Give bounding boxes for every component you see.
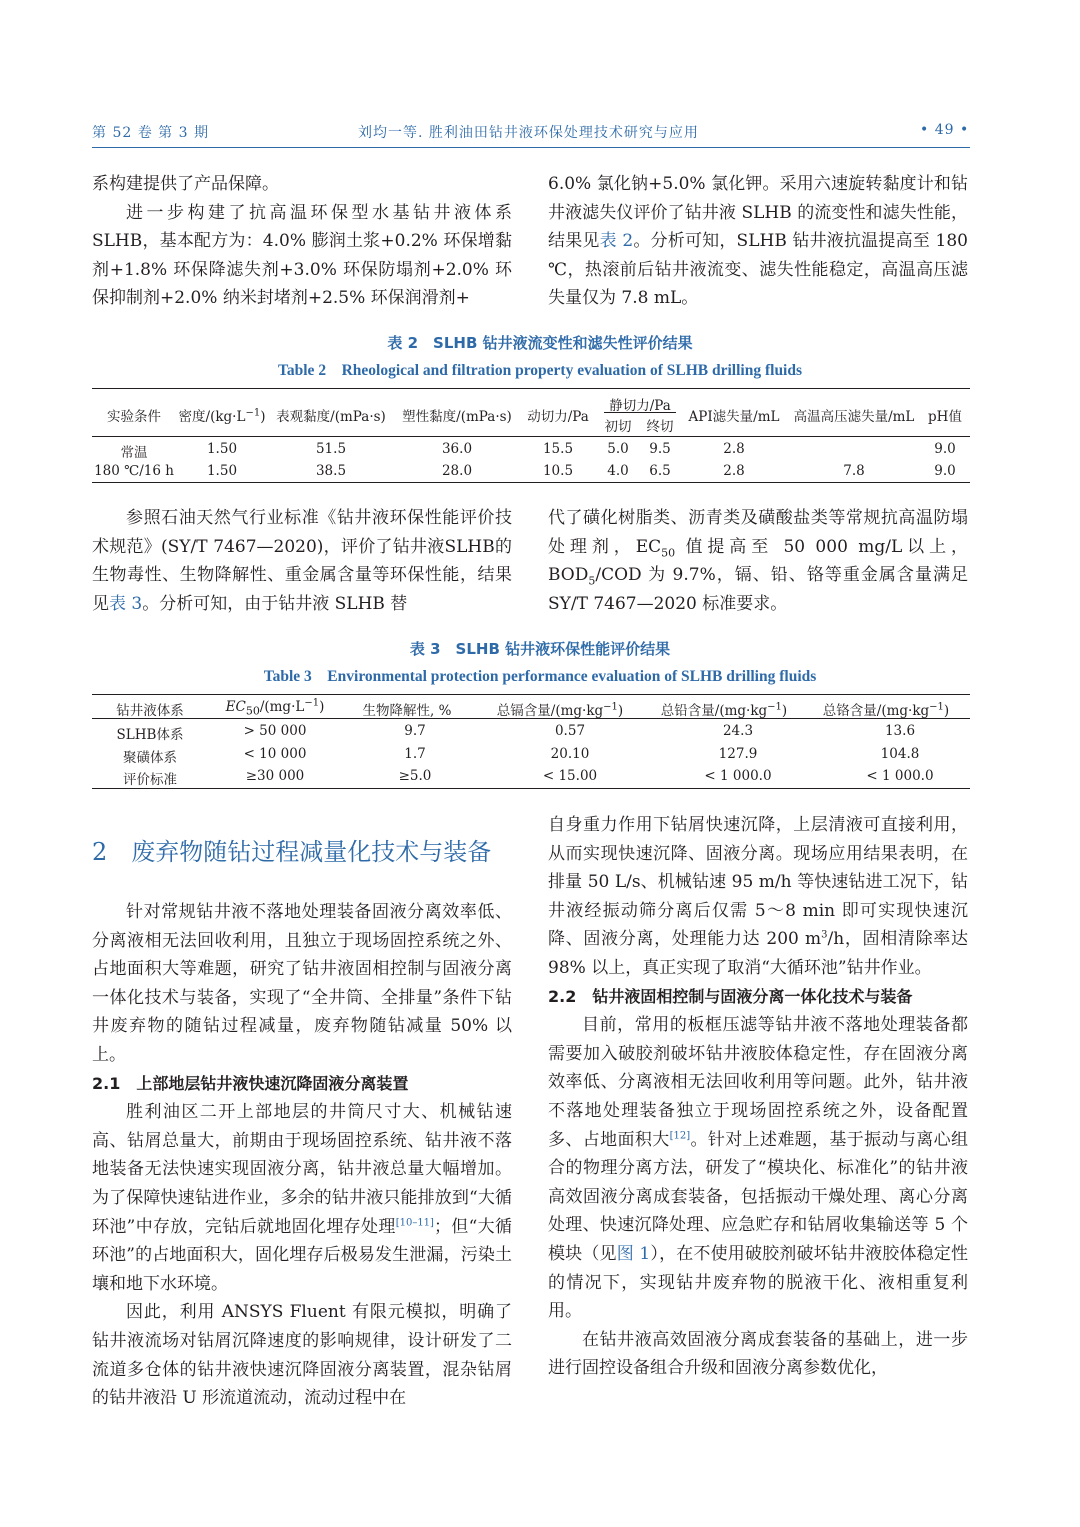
table-cell: < 1 000.0 (866, 768, 934, 784)
paragraph: 代了磺化树脂类、沥青类及磺酸盐类等常规抗高温防塌处理剂，$EC_{50}$ 值提高至 50 000 mg/L以上，$BOD_5$/COD 为 9.7%，镉、铅、铬等重金属含量满足 SY/T 7467—2020 标准要求。 (548, 508, 969, 614)
table-cell: ≥30 000 (245, 768, 305, 784)
table-cell: < 15.00 (542, 768, 598, 784)
table-cell: 9.0 (934, 463, 956, 479)
table-cell: 0.57 (554, 723, 586, 739)
paragraph: 在钻井液高效固液分离成套装备的基础上，进一步进行固控设备组合升级和固液分离参数优化， (548, 1329, 968, 1379)
table-header: 塑性黏度/(mPa·s) (402, 409, 512, 425)
paragraph: 系构建提供了产品保障。 (92, 174, 279, 194)
table-cell: > 50 000 (243, 723, 307, 739)
table-2-header-rule (92, 436, 970, 437)
table-header: 总铬含量$/(mg\cdot kg^{-1})$ (822, 701, 950, 719)
table-cell: 24.3 (722, 723, 754, 739)
table-header: 生物降解性, % (362, 703, 452, 719)
table-cell: 10.5 (542, 463, 574, 479)
section-2-left-column (92, 898, 512, 1413)
table-cell: 4.0 (607, 463, 629, 479)
table-header: 密度$/(kg\cdot L^{-1})$ (178, 407, 266, 425)
paragraph: 参照石油天然气行业标准《钻井液环保性能评价技术规范》(SY/T 7467—2020)，评价了钻井液SLHB的生物毒性、生物降解性、重金属含量等环保性能，结果见表 3。分析可知，由于钻井液 SLHB 替 (92, 508, 512, 614)
table-cell: 127.9 (718, 746, 758, 762)
table-cell: 评价标准 (123, 772, 177, 788)
paragraph: 胜利油区二开上部地层的井筒尺寸大、机械钻速高、钻屑总量大，前期由于现场固控系统、钻井液不落地装备无法快速实现固液分离，钻井液总量大幅增加。为了保障快速钻进作业，多余的钻井液只能排放到“大循环池”中存放，完钻后就地固化埋存处理[10–11]；但“大循环池”的占地面积大，固化埋存后极易发生泄漏，污染土壤和地下水环境。 (92, 1102, 512, 1294)
section-2-heading: 2 废弃物随钻过程减量化技术与装备 (92, 838, 492, 866)
table-cell: 1.50 (206, 441, 238, 457)
table-header: 总镉含量$/(mg\cdot kg^{-1})$ (496, 701, 624, 719)
table-3-top-rule (92, 694, 970, 695)
table-header: 实验条件 (107, 409, 161, 425)
table-cell: 6.5 (649, 463, 671, 479)
table-cell: 104.8 (880, 746, 920, 762)
paragraph: 目前，常用的板框压滤等钻井液不落地处理装备都需要加入破胶剂破坏钻井液胶体稳定性，存在固液分离效率低、分离液相无法回收利用等问题。此外，钻井液不落地处理装备独立于现场固控系统之外，设备配置多、占地面积大[12]。针对上述难题，基于振动与离心组合的物理分离方法，研发了“模块化、标准化”的钻井液高效固液分离成套装备，包括振动干燥处理、离心分离处理、快速沉降处理、应急贮存和钻屑收集输送等 5 个模块（见图 1），在不使用破胶剂破坏钻井液胶体稳定性的情况下，实现钻井废弃物的脱液干化、液相重复利用。 (548, 1015, 969, 1322)
table-3-caption-cn: 表 3 SLHB 钻井液环保性能评价结果 (409, 640, 671, 658)
table-cell: 36.0 (441, 441, 473, 457)
table-2-caption-cn: 表 2 SLHB 钻井液流变性和滤失性评价结果 (387, 334, 693, 352)
table-cell: 2.8 (723, 463, 745, 479)
table-2-link[interactable]: 表 2 (599, 231, 634, 252)
table-cell: 5.0 (607, 441, 629, 457)
figure-1-link[interactable]: 图 1 (616, 1243, 651, 1264)
table-cell: 1.7 (404, 746, 426, 762)
mid-left-column (92, 504, 512, 618)
table-cell: 9.7 (404, 723, 426, 739)
running-title: 刘均一等. 胜利油田钻井液环保处理技术研究与应用 (358, 125, 699, 141)
paragraph: 6.0% 氯化钠+5.0% 氯化钾。采用六速旋转黏度计和钻井液滤失仪评价了钻井液 SLHB 的流变性和滤失性能，结果见表 2。分析可知，SLHB 钻井液抗温提高至 180 ℃，热滚前后钻井液流变、滤失性能稳定，高温高压滤失量仅为 7.8 mL。 (548, 174, 968, 309)
table-2-bottom-rule (92, 482, 970, 483)
table-header: 钻井液体系 (116, 703, 184, 719)
intro-left-column (92, 170, 512, 313)
subsection-2-1-heading: 2.1 上部地层钻井液快速沉降固液分离装置 (92, 1073, 409, 1093)
intro-right-column (548, 170, 968, 313)
citation-link[interactable]: [10–11] (395, 1216, 434, 1228)
table-cell: 1.50 (206, 463, 238, 479)
table-cell: 9.0 (934, 441, 956, 457)
table-header: API滤失量/mL (688, 409, 780, 425)
table-cell: 常温 (120, 445, 148, 461)
table-cell: ≥5.0 (398, 768, 432, 784)
table-cell: 28.0 (441, 463, 473, 479)
subsection-2-2-heading: 2.2 钻井液固相控制与固液分离一体化技术与装备 (548, 986, 913, 1006)
table-cell: 38.5 (315, 463, 347, 479)
table-cell: 15.5 (542, 441, 574, 457)
table-3-bottom-rule (92, 788, 970, 789)
table-cell: < 10 000 (243, 746, 307, 762)
table-header: 初切 (604, 419, 632, 435)
table-header: $EC_{50}/(mg\cdot L^{-1})$ (225, 697, 325, 718)
table-2-top-rule (92, 388, 970, 389)
table-header: 终切 (646, 419, 674, 435)
table-header: 总铅含量$/(mg\cdot kg^{-1})$ (660, 701, 788, 719)
page-number: • 49 • (920, 122, 970, 138)
table-cell: < 1 000.0 (704, 768, 772, 784)
table-3-link[interactable]: 表 3 (109, 593, 143, 614)
paragraph: 针对常规钻井液不落地处理装备固液分离效率低、分离液相无法回收利用，且独立于现场固控系统之外、占地面积大等难题，研究了钻井液固相控制与固液分离一体化技术与装备，实现了“全井筒、全排量”条件下钻井废弃物的随钻过程减量，废弃物随钻减量 50% 以上。 (92, 902, 512, 1065)
table-cell: SLHB体系 (116, 727, 184, 743)
table-header: 静切力/Pa (609, 398, 671, 414)
table-header: pH值 (928, 409, 962, 425)
table-cell: 聚磺体系 (123, 750, 177, 766)
citation-link[interactable]: [12] (669, 1129, 691, 1141)
table-header: 动切力/Pa (527, 409, 589, 425)
table-cell: 180 ℃/16 h (94, 463, 174, 479)
paragraph: 自身重力作用下钻屑快速沉降，上层清液可直接利用，从而实现快速沉降、固液分离。现场应用结果表明，在排量 50 L/s、机械钻速 95 m/h 等快速钻进工况下，钻井液经振动筛分离后仅需 5～8 min 即可实现快速沉降、固液分离，处理能力达 200 $m^3/h$，固相清除率达 98% 以上，真正实现了取消“大循环池”钻井作业。 (548, 815, 968, 978)
table-header: 表观黏度/(mPa·s) (276, 409, 386, 425)
table-cell: 51.5 (315, 441, 347, 457)
header-rule (92, 147, 970, 148)
table-3-caption-en: Table 3 Environmental protection performance evaluation of SLHB drilling fluids (263, 668, 817, 685)
mid-right-column (548, 504, 968, 618)
paragraph: 进一步构建了抗高温环保型水基钻井液体系SLHB，基本配方为：4.0% 膨润土浆+0.2% 环保增黏剂+1.8% 环保降滤失剂+3.0% 环保防塌剂+2.0% 环保抑制剂+2.0% 纳米封堵剂+2.5% 环保润滑剂+ (92, 202, 512, 309)
paragraph: 因此，利用 ANSYS Fluent 有限元模拟，明确了钻井液流场对钻屑沉降速度的影响规律，设计研发了二流道多仓体的钻井液快速沉降固液分离装置，混杂钻屑的钻井液沿 U 形流道流动，流动过程中在 (92, 1302, 512, 1409)
table-cell: 7.8 (843, 463, 865, 479)
table-cell: 20.10 (550, 746, 590, 762)
table-cell: 2.8 (723, 441, 745, 457)
journal-volume: 第 52 卷 第 3 期 (92, 125, 209, 141)
section-2-right-column (548, 811, 968, 1383)
table-header: 高温高压滤失量/mL (793, 409, 915, 425)
table-cell: 13.6 (884, 723, 916, 739)
table-2-caption-en: Table 2 Rheological and filtration property evaluation of SLHB drilling fluids (277, 362, 803, 379)
table-cell: 9.5 (649, 441, 671, 457)
